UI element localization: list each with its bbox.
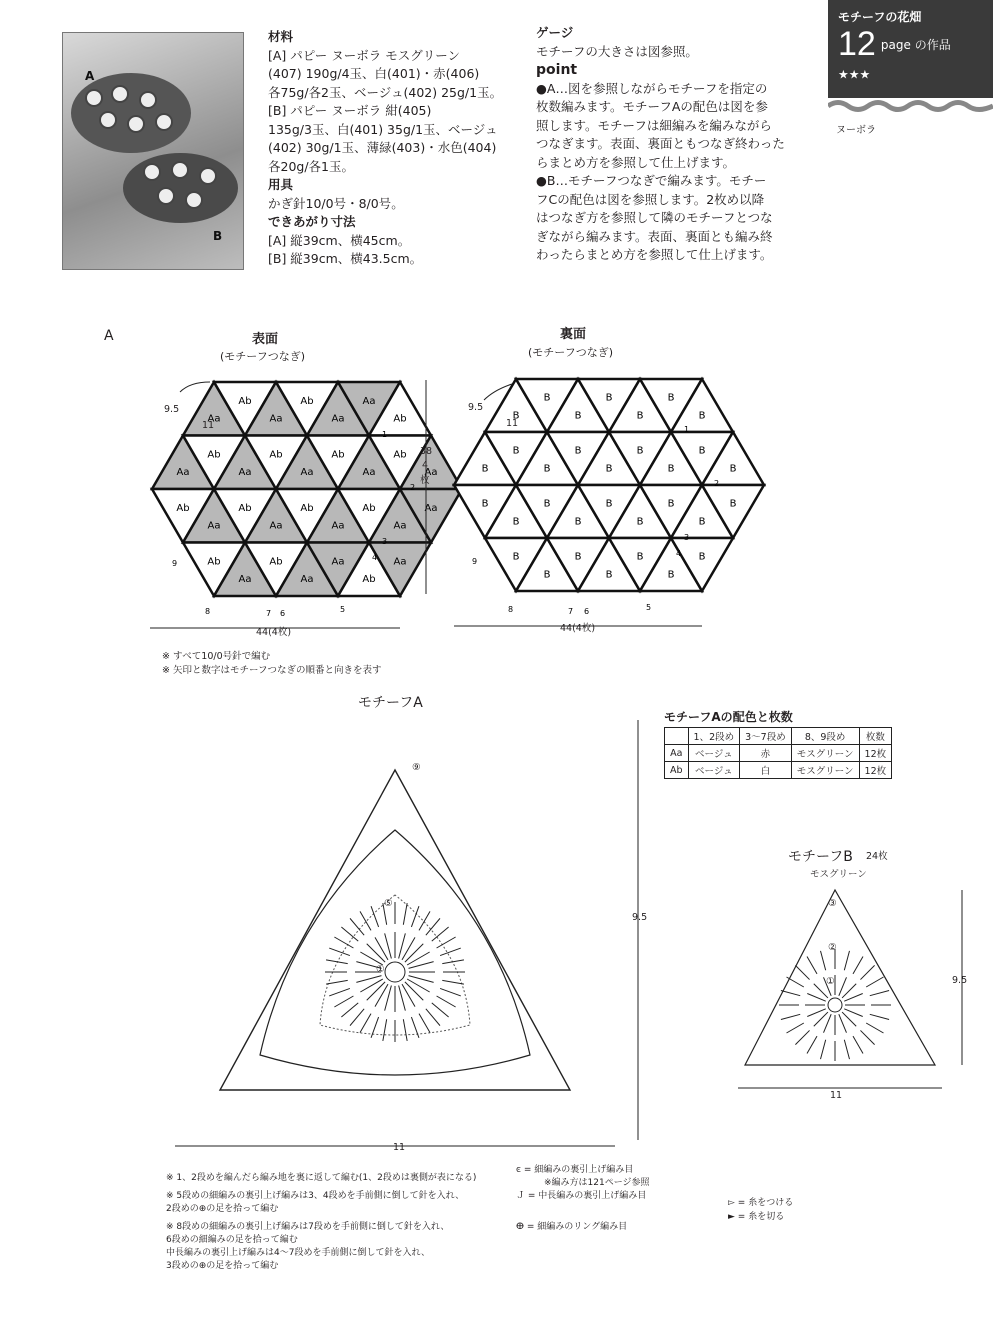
motif-triangle-label: Ab (362, 502, 376, 514)
legend-item: ※編み方は121ページ参照 (544, 1178, 650, 1188)
table-cell: ベージュ (688, 745, 740, 762)
stitch-mark (442, 980, 464, 984)
motif-triangle-label: Aa (393, 556, 407, 568)
stitch-mark (405, 944, 423, 962)
motif-triangle-label: Aa (424, 467, 438, 479)
stitch-mark (821, 951, 826, 970)
dim-curve (180, 382, 210, 392)
point-line: ●B…モチーフつなぎで編みます。モチー (536, 173, 767, 188)
bottom-notes (166, 1172, 506, 1273)
motif-triangle-label: Aa (176, 467, 190, 479)
join-order-number: 5 (340, 605, 346, 614)
stitch-mark (787, 1023, 804, 1033)
legend-item: = 中長編みの裏引上げ編み目 (527, 1191, 647, 1201)
motif-triangle-label: B (574, 410, 582, 422)
table-cell: Ab (665, 762, 689, 779)
motif-triangle-label: Aa (269, 413, 283, 425)
tag-yarn: ヌーボラ (836, 125, 876, 136)
stitch-mark (781, 1014, 800, 1019)
stitch-mark (419, 1014, 430, 1033)
stitch-mark (860, 1030, 874, 1044)
legend-item: = 細編みの裏引上げ編み目 (523, 1165, 634, 1175)
motif-a-ring (385, 962, 405, 982)
legend-item: = 糸をつける (737, 1198, 794, 1208)
stitch-mark (409, 976, 434, 983)
point-line: ●A…図を参照しながらモチーフを指定の (536, 80, 768, 96)
stitch-mark (341, 1003, 358, 1017)
motif-triangle-label: Ab (207, 556, 221, 568)
join-order-number: 2 (714, 479, 720, 488)
motif-triangle-label: B (636, 410, 644, 422)
stitch-mark (329, 948, 350, 956)
back-dim-11: 11 (506, 418, 519, 429)
motif-triangle-label: B (698, 516, 706, 528)
motif-triangle-label: B (729, 498, 737, 510)
stitch-mark (839, 977, 847, 995)
size-line: [B] 縦39cm、横43.5cm。 (268, 251, 423, 266)
stitch-mark (853, 1036, 863, 1053)
stitch-mark (795, 965, 809, 979)
motif-triangle-label: B (512, 551, 520, 563)
join-order-number: 7 (266, 609, 272, 618)
front-subtitle: (モチーフつなぎ) (220, 350, 306, 363)
motif-triangle-label: B (605, 498, 613, 510)
yarn-legend (728, 1196, 793, 1224)
stitch-mark (360, 979, 383, 992)
motif-triangle-label: B (636, 516, 644, 528)
join-order-number: 4 (676, 549, 682, 558)
table-header-cell (665, 728, 689, 745)
front-width-label: 44(4枚) (256, 627, 292, 638)
motif-triangle-label: B (698, 410, 706, 422)
table-cell: 白 (740, 762, 792, 779)
tag-title: モチーフの花畑 (838, 10, 922, 24)
front-dim-4: 4 (422, 460, 429, 471)
stitch-mark (842, 1012, 856, 1026)
stitch-mark (814, 1012, 828, 1026)
stitch-mark (821, 1040, 826, 1059)
stitch-mark (356, 976, 381, 983)
stitch-mark (807, 1009, 825, 1017)
stitch-mark (787, 977, 804, 987)
point-line: 照します。モチーフは細編みを編みながら (536, 117, 772, 133)
motif-triangle-label: B (667, 569, 675, 581)
point-line: つなぎます。表面、裏面ともつなぎ終わった (536, 136, 785, 151)
join-order-number: 3 (684, 533, 690, 542)
stitch-mark (853, 957, 863, 974)
front-dim-38: 38 (420, 446, 433, 457)
join-order-number: 7 (568, 607, 574, 616)
stitch-mark (866, 1023, 883, 1033)
motif-triangle-label: Aa (238, 574, 252, 586)
legend-item: = 糸を切る (737, 1212, 785, 1222)
table-cell: Aa (665, 745, 689, 762)
front-hexagon (152, 382, 462, 596)
motif-triangle-label: B (481, 498, 489, 510)
motif-triangle-label: B (729, 463, 737, 475)
motif-b-count: 24枚 (866, 851, 888, 862)
materials-heading: 材料 (268, 29, 294, 44)
motif-triangle-label: B (605, 392, 613, 404)
back-title: 裏面 (560, 327, 587, 342)
table-header-cell: 枚数 (859, 728, 892, 745)
motif-a-round-9-label: ⑨ (412, 762, 421, 773)
motif-triangle-label: B (636, 445, 644, 457)
motif-triangle-label: B (636, 551, 644, 563)
materials-line: 各20g/各1玉。 (268, 158, 355, 174)
motif-triangle-label: B (481, 463, 489, 475)
stitch-mark (844, 951, 849, 970)
stitch-mark (844, 1040, 849, 1059)
stitch-mark (367, 982, 385, 1000)
join-order-number: 2 (410, 483, 416, 492)
stitch-mark (326, 960, 348, 964)
stitch-mark (844, 994, 862, 1002)
stitch-mark (407, 952, 430, 965)
stitch-mark (440, 988, 461, 996)
stitch-mark (385, 986, 392, 1011)
stitch-mark (411, 906, 419, 927)
front-dim-95: 9.5 (164, 404, 180, 415)
color-table (664, 727, 892, 779)
motif-triangle-label: B (512, 516, 520, 528)
stitch-mark (402, 984, 415, 1007)
motif-triangle-label: B (512, 445, 520, 457)
motif-b-round-1-label: ① (826, 976, 835, 987)
table-cell: モスグリーン (791, 762, 859, 779)
stitch-mark (842, 984, 856, 998)
diagram-note-1: ※ すべて10/0号針で編む (162, 651, 271, 662)
motif-triangle-label: Ab (238, 502, 252, 514)
join-order-number: 8 (508, 605, 514, 614)
note-line: ※ 1、2段めを編んだら編み地を裏に返して編む(1、2段めは裏側が表になる) (166, 1173, 477, 1183)
join-order-number: 4 (372, 553, 378, 562)
front-post-sc-icon: ͼ (516, 1165, 521, 1175)
motif-triangle-label: B (543, 498, 551, 510)
join-order-number: 3 (382, 537, 388, 546)
motif-triangle-label: Ab (300, 395, 314, 407)
stitch-mark (426, 918, 440, 935)
stitch-mark (375, 937, 388, 960)
back-dim-95: 9.5 (468, 402, 484, 413)
table-cell: 12枚 (859, 762, 892, 779)
table-header-cell: 1、2段め (688, 728, 740, 745)
note-line: 6段めの細編みの足を拾って編む (166, 1235, 298, 1245)
materials-line: 135g/3玉、白(401) 35g/1玉、ベージュ (268, 121, 498, 137)
note-line: 中長編みの裏引上げ編みは4〜7段めを手前側に倒して針を入れ、 (166, 1248, 430, 1258)
join-order-number: 6 (280, 609, 286, 618)
motif-triangle-label: Aa (362, 467, 376, 479)
motif-triangle-label: B (543, 569, 551, 581)
section-a-label: A (104, 328, 114, 344)
table-cell: 赤 (740, 745, 792, 762)
join-order-number: 9 (472, 557, 478, 566)
stitch-mark (442, 960, 464, 964)
point-line: フCの配色は図を参照します。2枚め以降 (536, 191, 765, 207)
motif-triangle-label: B (698, 551, 706, 563)
color-table-title: モチーフAの配色と枚数 (664, 710, 793, 724)
motif-b-width: 11 (830, 1090, 843, 1101)
cut-yarn-icon: ► (728, 1212, 735, 1222)
stitch-mark (860, 965, 874, 979)
stitch-mark (419, 911, 430, 930)
motif-triangle-label: Aa (331, 556, 345, 568)
diagram-note-2: ※ 矢印と数字はモチーフつなぎの順番と向きを表す (162, 665, 382, 676)
stitch-mark (350, 1009, 364, 1026)
stitch-mark (399, 986, 406, 1011)
motif-b-title: モチーフB (788, 849, 853, 865)
motif-triangle-label: B (543, 463, 551, 475)
materials-line: 各75g/各2玉、ベージュ(402) 25g/1玉。 (268, 84, 503, 100)
join-order-number: 5 (646, 603, 652, 612)
materials-line: [A] パピー ヌーボラ モスグリーン (268, 47, 460, 63)
stitch-mark (440, 948, 461, 956)
stitch-mark (844, 1009, 862, 1017)
stitch-mark (824, 1014, 832, 1032)
stitch-mark (807, 957, 817, 974)
motif-triangle-label: Aa (300, 467, 314, 479)
motif-triangle-label: B (605, 569, 613, 581)
motif-triangle-label: Aa (424, 502, 438, 514)
stitch-mark (866, 977, 883, 987)
motif-a-stitches (325, 902, 465, 1042)
stitch-mark (371, 906, 379, 927)
motif-triangle-label: Ab (207, 449, 221, 461)
table-row (665, 762, 892, 779)
gauge-heading: ゲージ (536, 25, 574, 40)
stitch-mark (781, 991, 800, 996)
stitch-mark (407, 979, 430, 992)
point-heading: point (536, 62, 578, 78)
photo-label-a: A (85, 69, 95, 83)
stitch-mark (403, 1019, 407, 1041)
motif-b-ring (828, 998, 842, 1012)
table-cell: 12枚 (859, 745, 892, 762)
motif-triangle-label: B (574, 551, 582, 563)
motif-b-round-2-label: ② (828, 942, 837, 953)
stitch-mark (870, 1014, 889, 1019)
back-subtitle: (モチーフつなぎ) (528, 346, 614, 359)
point-line: ぎながら編みます。表面、裏面とも編み終 (536, 228, 773, 244)
materials-line: (402) 30g/1玉、薄緑(403)・水色(404) (268, 140, 497, 155)
table-cell: ベージュ (688, 762, 740, 779)
point-line: わったらまとめ方を参照して仕上げます。 (536, 247, 773, 262)
motif-a-title: モチーフA (358, 695, 423, 711)
table-header-cell: 8、9段め (791, 728, 859, 745)
stitch-mark (334, 937, 353, 948)
motif-triangle-label: Ab (393, 449, 407, 461)
motif-triangle-label: B (667, 392, 675, 404)
point-line: 枚数編みます。モチーフAの配色は図を参 (536, 99, 768, 114)
tag-page-number: 12 (838, 25, 876, 63)
motif-triangle-label: Aa (207, 413, 221, 425)
stitch-mark (432, 1003, 449, 1017)
note-line: ※ 8段めの細編みの裏引上げ編みは7段めを手前側に倒して針を入れ、 (166, 1222, 450, 1232)
motif-triangle-label: Aa (207, 520, 221, 532)
stitch-mark (795, 1030, 809, 1044)
motif-triangle-label: Aa (238, 467, 252, 479)
motif-a-round-5-label: ⑤ (384, 898, 393, 909)
tools-heading: 用具 (268, 177, 294, 192)
stitch-mark (399, 933, 406, 958)
note-line: ※ 5段めの細編みの裏引上げ編みは3、4段めを手前側に倒して針を入れ、 (166, 1191, 465, 1201)
motif-triangle-label: B (667, 463, 675, 475)
tag-page-suffix: page の作品 ★★★ (838, 38, 951, 82)
motif-b-chart (730, 880, 970, 1100)
stitch-mark (409, 962, 434, 969)
back-width-label: 44(4枚) (560, 623, 596, 634)
gauge-text: モチーフの大きさは図参照。 (536, 43, 698, 59)
stitch-mark (334, 996, 353, 1007)
stitch-mark (807, 1036, 817, 1053)
size-heading: できあがり寸法 (268, 214, 356, 229)
materials-line: (407) 190g/4玉、白(401)・赤(406) (268, 66, 480, 81)
stitch-mark (437, 937, 456, 948)
front-dim-mai: 枚 (420, 475, 430, 486)
motif-triangle-label: Aa (331, 413, 345, 425)
motif-a-round-1-label: ① (376, 964, 385, 975)
motif-triangle-label: Aa (362, 395, 376, 407)
photo-label-b: B (213, 229, 223, 243)
materials-line: [B] パピー ヌーボラ 紺(405) (268, 103, 432, 118)
note-line: 3段めの⊕の足を拾って編む (166, 1261, 279, 1271)
motif-triangle-label: B (667, 498, 675, 510)
join-order-number: 6 (584, 607, 590, 616)
join-yarn-icon: ▻ (728, 1198, 735, 1208)
join-order-number: 9 (172, 559, 178, 568)
motif-triangle-label: B (512, 410, 520, 422)
stitch-mark (383, 1019, 387, 1041)
stitch-mark (367, 944, 385, 962)
stitch-mark (870, 991, 889, 996)
stitch-mark (807, 994, 825, 1002)
motif-triangle-label: Ab (269, 449, 283, 461)
ring-stitch-icon: ⴲ (516, 1222, 524, 1232)
motif-triangle-label: B (574, 445, 582, 457)
stitch-mark (402, 937, 415, 960)
stitch-mark (341, 927, 358, 941)
motif-triangle-label: Aa (269, 520, 283, 532)
stitch-mark (375, 984, 388, 1007)
stitch-mark (405, 982, 423, 1000)
motif-triangle-label: B (543, 392, 551, 404)
stitch-mark (839, 1014, 847, 1032)
motif-a-height: 9.5 (632, 912, 648, 923)
motif-triangle-label: Aa (331, 520, 345, 532)
table-header-row (665, 728, 892, 745)
legend-item: = 細編みのリング編み目 (526, 1222, 628, 1232)
tools-text: かぎ針10/0号・8/0号。 (268, 195, 404, 211)
table-row (665, 745, 892, 762)
size-line: [A] 縦39cm、横45cm。 (268, 232, 411, 248)
front-dim-11: 11 (202, 420, 215, 431)
motif-triangle-label: Ab (362, 574, 376, 586)
motif-b-stitches (779, 949, 891, 1061)
motif-a-chart (160, 710, 650, 1150)
motif-b-height: 9.5 (952, 975, 968, 986)
table-header-cell: 3〜7段め (740, 728, 792, 745)
table-cell: モスグリーン (791, 745, 859, 762)
motif-triangle-label: Ab (238, 395, 252, 407)
motif-triangle-label: Ab (393, 413, 407, 425)
motif-triangle-label: Aa (393, 520, 407, 532)
stitch-mark (360, 911, 371, 930)
back-post-hdc-icon: Ｊ (516, 1191, 526, 1201)
motif-triangle-label: B (574, 516, 582, 528)
join-order-number: 1 (684, 425, 690, 434)
motif-triangle-label: Ab (176, 502, 190, 514)
motif-triangle-label: Ab (331, 449, 345, 461)
stitch-mark (360, 1014, 371, 1033)
motif-b-outline (745, 890, 935, 1065)
note-line: 2段めの⊕の足を拾って編む (166, 1204, 279, 1214)
motif-triangle-label: B (605, 463, 613, 475)
point-line: らまとめ方を参照して仕上げます。 (536, 154, 736, 170)
stitch-mark (385, 933, 392, 958)
join-order-number: 1 (382, 430, 388, 439)
stitch-mark (437, 996, 456, 1007)
stitch-mark (426, 1009, 440, 1026)
point-line: はつなぎ方を参照して隣のモチーフとつな (536, 210, 773, 225)
motif-triangle-label: Ab (300, 502, 314, 514)
stitch-mark (403, 903, 407, 925)
motif-b-round-3-label: ③ (828, 898, 837, 909)
motif-a-width: 11 (393, 1142, 406, 1153)
stitch-legend (516, 1164, 650, 1234)
motif-b-color: モスグリーン (810, 869, 867, 880)
motif-triangle-label: B (698, 445, 706, 457)
join-order-number: 8 (205, 607, 211, 616)
motif-triangle-label: Aa (300, 574, 314, 586)
stitch-mark (329, 988, 350, 996)
front-title: 表面 (252, 332, 279, 347)
motif-triangle-label: Ab (269, 556, 283, 568)
